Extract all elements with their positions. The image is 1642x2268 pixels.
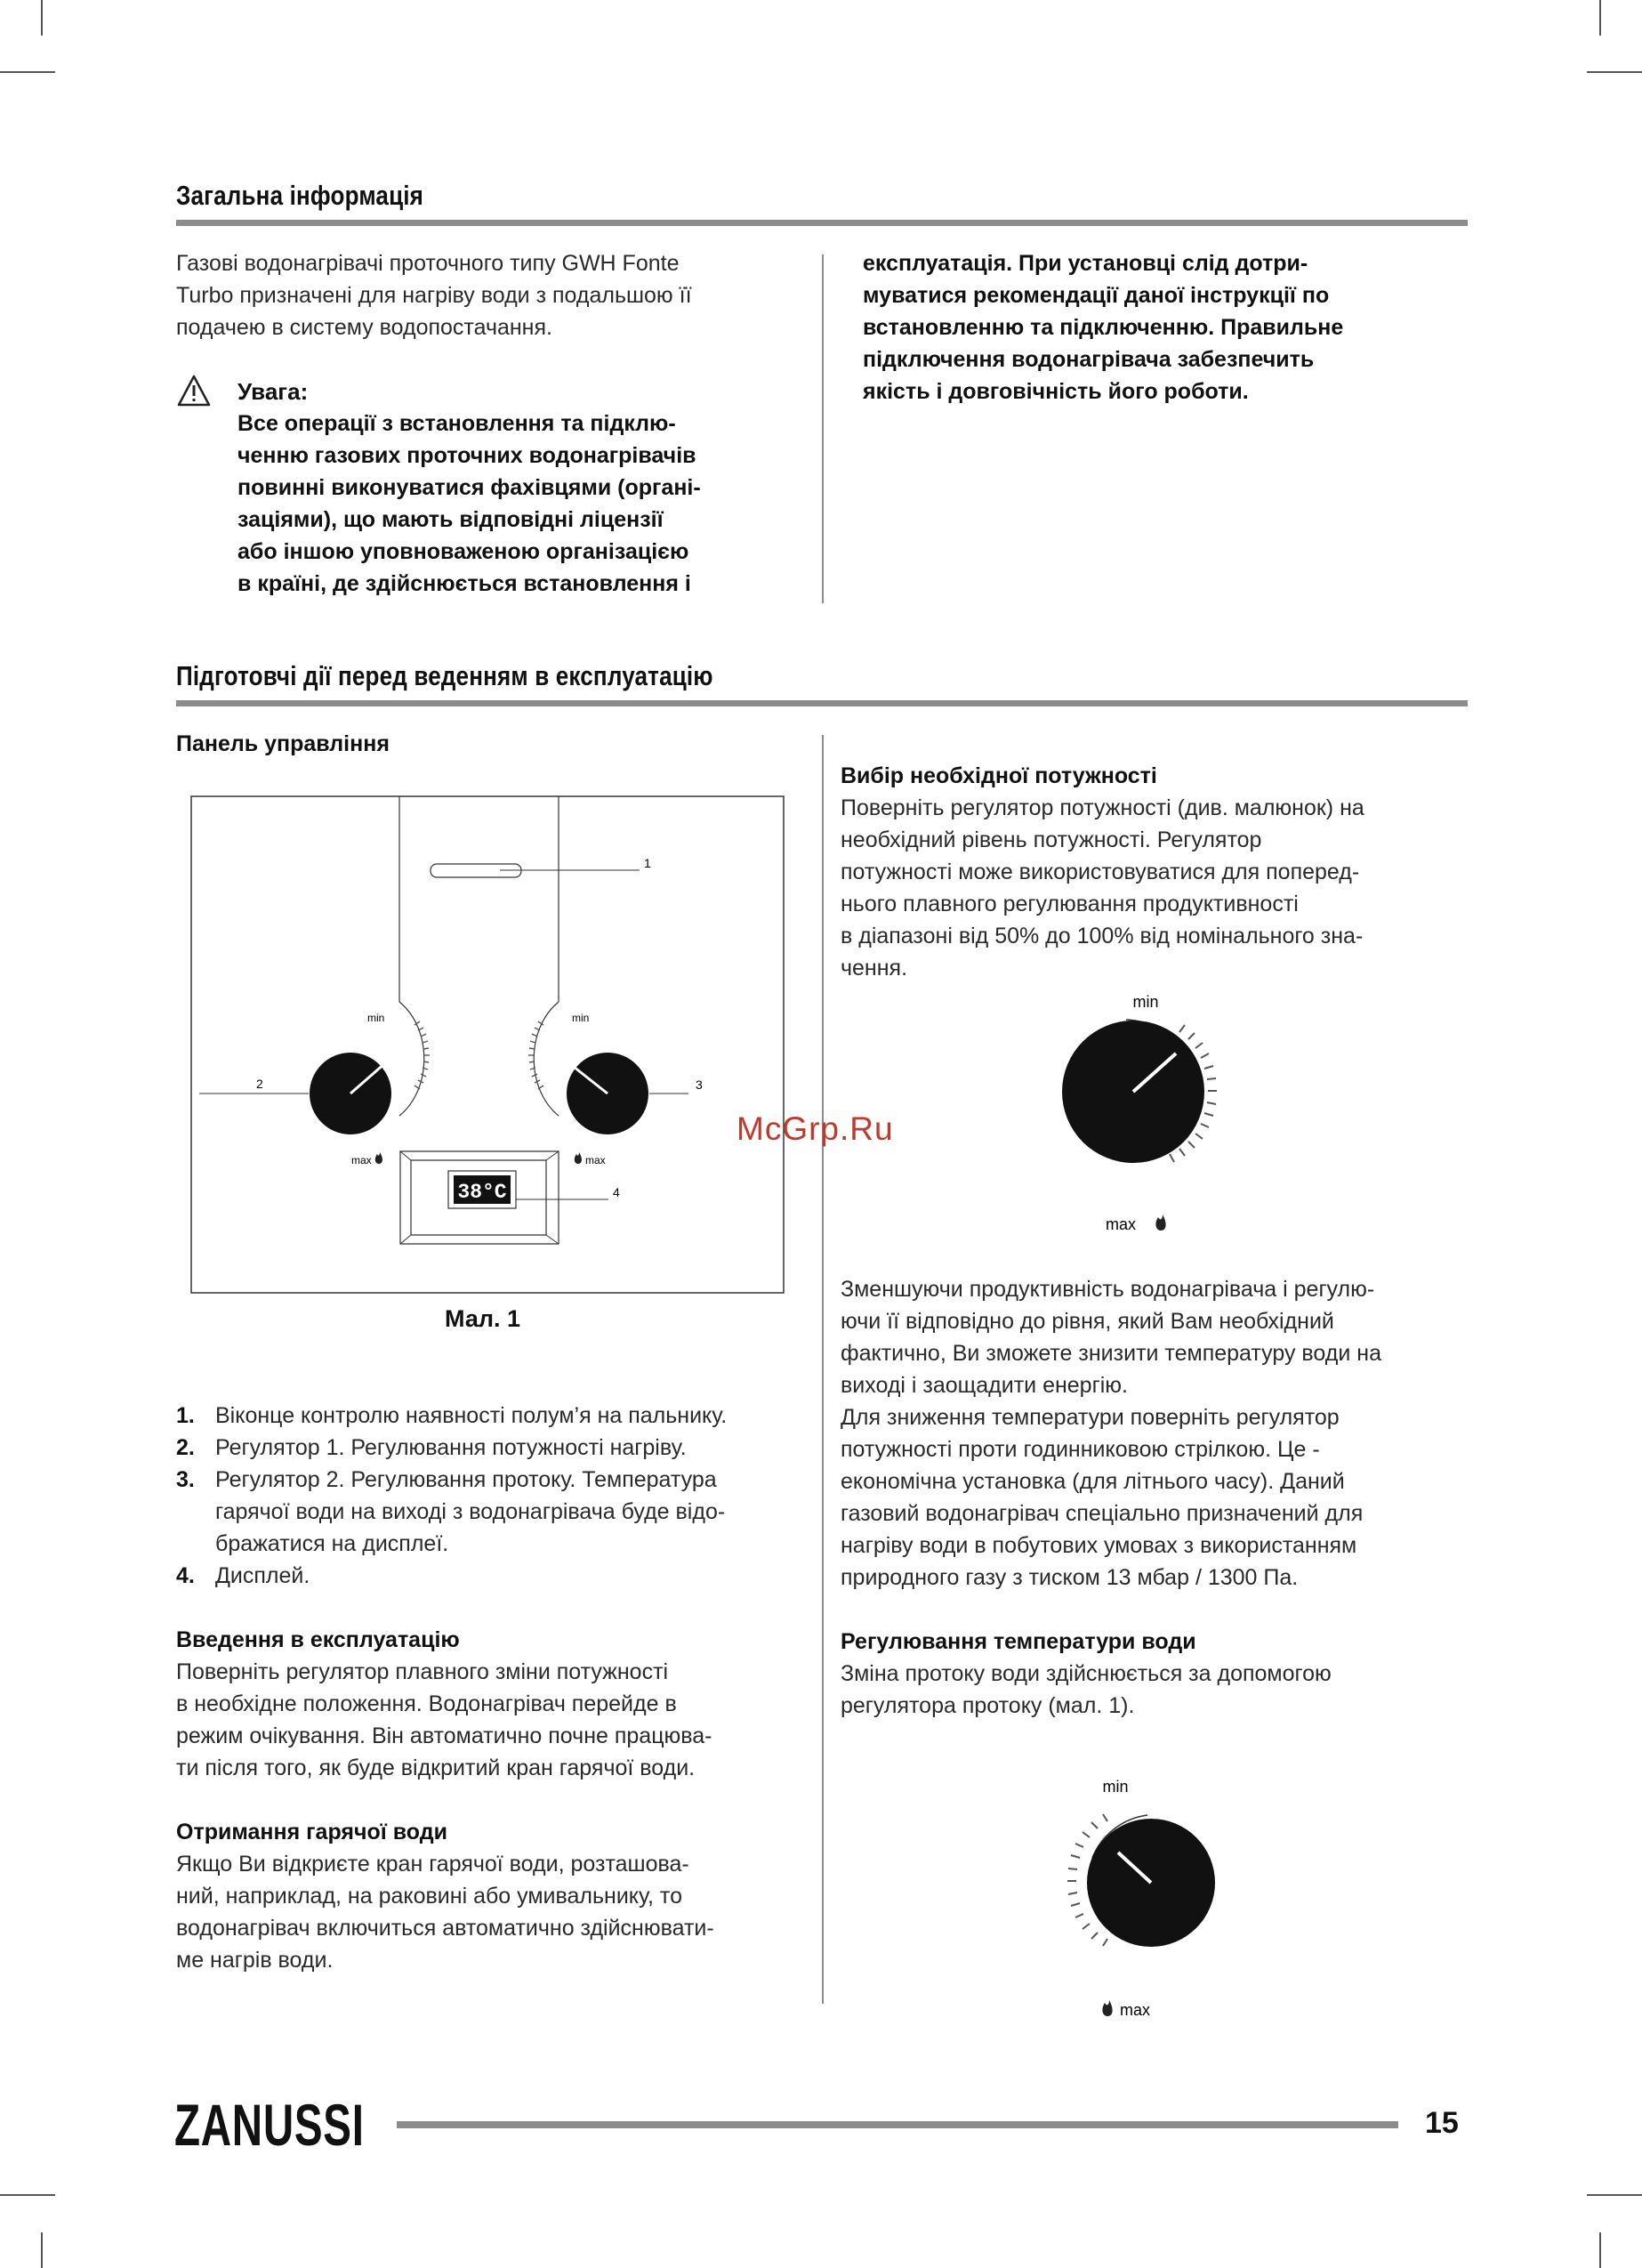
text-line: виході і заощадити енергію. [841, 1373, 1128, 1398]
text-line: Віконце контролю наявності полум’я на пальнику. [215, 1403, 728, 1428]
min-label: min [1132, 993, 1159, 1011]
text-line: ний, наприклад, на раковині або умивальнику, то [176, 1884, 682, 1909]
page-number: 15 [1425, 2106, 1459, 2140]
temperature-paragraph [841, 1626, 1332, 1722]
text-line: нагріву води в побутових умовах з використанням [841, 1533, 1357, 1558]
text-line: Поверніть регулятор потужності (див. малюнок) на [841, 795, 1364, 820]
min-label: min [367, 1012, 385, 1024]
hotwater-title: Отримання гарячої води [176, 1820, 447, 1844]
max-label: max [1105, 1215, 1137, 1233]
callout-label: 1 [644, 856, 651, 870]
crop-mark [41, 2232, 43, 2268]
brand-logo: ZANUSSI [174, 2092, 365, 2158]
list-item [176, 1464, 727, 1496]
section-rule [176, 220, 1468, 226]
text-line: гарячої води на виході з водонагрівача буде відо- [215, 1499, 726, 1524]
power-title: Вибір необхідної потужності [841, 763, 1157, 788]
text-line: ме нагрів води. [176, 1948, 334, 1973]
text-line: фактично, Ви зможете знизити температуру води на [841, 1341, 1381, 1366]
text-line: Все операції з встановлення та підклю- [237, 411, 676, 436]
text-line: в країні, де здійснюється встановлення і [237, 571, 691, 596]
min-label: min [572, 1012, 590, 1024]
max-label: max [351, 1154, 372, 1166]
section-rule [176, 700, 1468, 706]
warning-icon [176, 374, 212, 408]
text-line: Для зниження температури поверніть регулятор [841, 1405, 1340, 1430]
display-value: 38°C [457, 1181, 507, 1204]
warning-title: Увага: [237, 378, 309, 405]
list-item [176, 1560, 727, 1592]
text-line: підключення водонагрівача забезпечить [863, 347, 1315, 372]
text-line: Регулятор 1. Регулювання потужності нагріву. [215, 1435, 687, 1460]
text-line: в діапазоні від 50% до 100% від номінального зна- [841, 924, 1364, 948]
min-label: min [1102, 1778, 1129, 1796]
callout-label: 3 [696, 1078, 703, 1092]
text-line: повинні виконуватися фахівцями (органі- [237, 475, 701, 500]
list-number: 1. [176, 1403, 195, 1428]
list-item [176, 1432, 727, 1464]
power-paragraph [841, 760, 1364, 984]
text-line: подачею в систему водопостачання. [176, 315, 552, 340]
list-number: 4. [176, 1563, 195, 1588]
text-line: потужності проти годинниковою стрілкою. Це - [841, 1437, 1320, 1462]
installation-paragraph [863, 247, 1343, 408]
section-title-preparation: Підготовчі дії перед веденням в експлуатацію [176, 660, 713, 691]
crop-mark [1599, 2232, 1601, 2268]
power-knob-figure [1046, 988, 1245, 1237]
text-line: Дисплей. [215, 1563, 310, 1588]
text-line: якість і довговічність його роботи. [863, 379, 1249, 404]
column-divider [822, 254, 824, 603]
text-line: режим очікування. Він автоматично почне працюва- [176, 1723, 712, 1748]
section-title-general: Загальна інформація [176, 180, 424, 211]
startup-title: Введення в експлуатацію [176, 1627, 460, 1652]
text-line: потужності може використовуватися для поперед- [841, 860, 1360, 884]
text-line: необхідний рівень потужності. Регулятор [841, 827, 1262, 852]
intro-paragraph [176, 247, 692, 343]
crop-mark [1599, 0, 1601, 36]
figure-caption: Мал. 1 [445, 1305, 521, 1332]
text-line: чення. [841, 956, 908, 981]
text-line: регулятора протоку (мал. 1). [841, 1693, 1135, 1718]
crop-mark [1587, 2194, 1642, 2196]
text-line: Turbo призначені для нагріву води з подальшою її [176, 283, 692, 308]
list-item [176, 1400, 727, 1432]
text-line: нього плавного регулювання продуктивності [841, 892, 1299, 916]
component-list [176, 1400, 727, 1592]
text-line: заціями), що мають відповідні ліцензії [237, 507, 664, 532]
text-line: Газові водонагрівачі проточного типу GWH Fonte [176, 251, 680, 276]
max-label: max [585, 1154, 606, 1166]
flow-knob-figure [1050, 1772, 1227, 2022]
text-line: бражатися на дисплеї. [215, 1531, 449, 1556]
text-line: муватися рекомендації даної інструкції по [863, 283, 1330, 308]
text-line: природного газу з тиском 13 мбар / 1300 Па. [841, 1565, 1299, 1590]
crop-mark [1587, 71, 1642, 73]
text-line: ченню газових проточних водонагрівачів [237, 443, 696, 468]
panel-heading: Панель управління [176, 731, 390, 756]
crop-mark [0, 2194, 55, 2196]
text-line: експлуатація. При установці слід дотри- [863, 251, 1308, 276]
control-panel-figure [190, 795, 786, 1295]
water-drop-icon [1102, 2000, 1112, 2016]
text-line: або іншою уповноваженою організацією [237, 539, 689, 564]
text-line: Регулятор 2. Регулювання протоку. Температура [215, 1467, 717, 1492]
text-line: газовий водонагрівач спеціально призначений для [841, 1501, 1364, 1526]
reduce-paragraph [841, 1273, 1381, 1594]
text-line: ти після того, як буде відкритий кран гарячої води. [176, 1755, 696, 1780]
text-line: ючи її відповідно до рівня, який Вам необхідний [841, 1309, 1334, 1334]
text-line: Зміна протоку води здійснюється за допомогою [841, 1661, 1332, 1686]
crop-mark [41, 0, 43, 36]
temperature-title: Регулювання температури води [841, 1629, 1196, 1654]
watermark: McGrp.Ru [736, 1110, 894, 1147]
column-divider [822, 735, 824, 2004]
text-line: в необхідне положення. Водонагрівач перейде в [176, 1691, 677, 1716]
text-line: Поверніть регулятор плавного зміни потужності [176, 1659, 669, 1684]
startup-paragraph [176, 1624, 712, 1784]
flame-icon [1155, 1215, 1165, 1231]
callout-label: 2 [256, 1077, 263, 1091]
text-line: Зменшуючи продуктивність водонагрівача і регулю- [841, 1277, 1375, 1302]
text-line: встановленню та підключенню. Правильне [863, 315, 1344, 340]
hotwater-paragraph [176, 1816, 714, 1976]
max-label: max [1119, 2001, 1151, 2019]
text-line: Якщо Ви відкриєте кран гарячої води, розташова- [176, 1852, 689, 1877]
text-line: водонагрівач включиться автоматично здійснювати- [176, 1916, 714, 1941]
callout-label: 4 [613, 1185, 620, 1199]
list-number: 2. [176, 1435, 195, 1460]
text-line: економічна установка (для літнього часу). Даний [841, 1469, 1345, 1494]
warning-block [237, 375, 701, 600]
footer-rule [397, 2121, 1398, 2128]
list-number: 3. [176, 1467, 195, 1492]
crop-mark [0, 71, 55, 73]
